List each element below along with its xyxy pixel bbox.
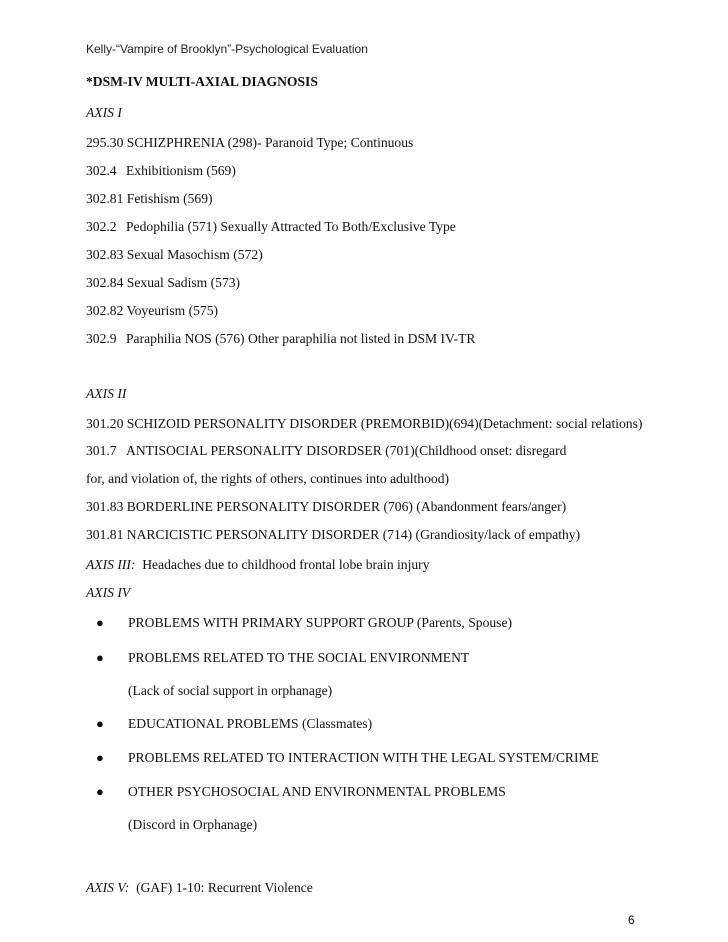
bullet-icon: ●	[96, 615, 104, 630]
bullet-subtext: (Lack of social support in orphanage)	[128, 683, 333, 698]
diagnosis-text: Sexual Sadism (573)	[126, 275, 241, 290]
axis-4-bullet	[96, 615, 512, 631]
running-header: Kelly-“Vampire of Brooklyn”-Psychological Evaluation	[86, 42, 368, 56]
axis-4-bullet	[96, 750, 599, 766]
bullet-text: EDUCATIONAL PROBLEMS (Classmates)	[128, 716, 373, 731]
diagnosis-text: Paraphilia NOS (576) Other paraphilia not listed in DSM IV-TR	[126, 331, 476, 346]
axis-2-item	[86, 499, 566, 515]
bullet-text: PROBLEMS WITH PRIMARY SUPPORT GROUP (Parents, Spouse)	[128, 615, 513, 630]
axis-1-item	[86, 191, 213, 207]
axis-1-item	[86, 163, 236, 179]
page-number: 6	[628, 913, 635, 927]
axis-4-bullet	[96, 650, 469, 666]
axis-2-item	[86, 527, 580, 543]
bullet-icon: ●	[96, 750, 104, 765]
diagnosis-code: 301.20	[86, 416, 124, 431]
axis-4-bullet	[96, 716, 372, 732]
diagnosis-heading: *DSM-IV MULTI-AXIAL DIAGNOSIS	[86, 74, 318, 89]
bullet-icon: ●	[96, 650, 104, 665]
diagnosis-text: SCHIZOID PERSONALITY DISORDER (PREMORBID)(694)(Detachment: social relations)	[126, 416, 643, 431]
diagnosis-code: 301.83	[86, 499, 124, 514]
axis-1-item	[86, 247, 263, 263]
diagnosis-text: BORDERLINE PERSONALITY DISORDER (706) (Abandonment fears/anger)	[126, 499, 567, 514]
diagnosis-text: Voyeurism (575)	[126, 303, 219, 318]
axis-3-line	[86, 557, 430, 573]
bullet-subtext: (Discord in Orphanage)	[128, 817, 258, 832]
axis-5-text: (GAF) 1-10: Recurrent Violence	[136, 880, 313, 895]
axis-3-text: Headaches due to childhood frontal lobe brain injury	[142, 557, 430, 572]
bullet-text: PROBLEMS RELATED TO THE SOCIAL ENVIRONMENT	[128, 650, 470, 665]
axis-1-item	[86, 219, 456, 235]
diagnosis-code: 302.2	[86, 219, 117, 234]
axis-5-line	[86, 880, 313, 896]
diagnosis-code: 295.30	[86, 135, 124, 150]
diagnosis-text: for, and violation of, the rights of others, continues into adulthood)	[86, 471, 450, 486]
diagnosis-code: 301.7	[86, 443, 117, 458]
axis-4-label: AXIS IV	[86, 585, 131, 600]
diagnosis-text: Sexual Masochism (572)	[126, 247, 263, 262]
bullet-text: OTHER PSYCHOSOCIAL AND ENVIRONMENTAL PROBLEMS	[128, 784, 506, 799]
axis-3-label: AXIS III:	[86, 557, 136, 572]
axis-1-item	[86, 331, 476, 347]
diagnosis-code: 302.83	[86, 247, 124, 262]
diagnosis-text: ANTISOCIAL PERSONALITY DISORDSER (701)(Childhood onset: disregard	[126, 443, 567, 458]
diagnosis-code: 302.4	[86, 163, 117, 178]
diagnosis-code: 301.81	[86, 527, 124, 542]
axis-4-bullet	[96, 784, 506, 800]
diagnosis-code: 302.84	[86, 275, 124, 290]
axis-2-item	[86, 443, 566, 459]
diagnosis-text: Fetishism (569)	[126, 191, 213, 206]
diagnosis-text: Pedophilia (571) Sexually Attracted To Both/Exclusive Type	[126, 219, 456, 234]
diagnosis-code: 302.82	[86, 303, 124, 318]
axis-5-label: AXIS V:	[86, 880, 130, 895]
bullet-icon: ●	[96, 716, 104, 731]
axis-1-label: AXIS I	[86, 105, 122, 120]
diagnosis-code: 302.9	[86, 331, 117, 346]
axis-1-item	[86, 303, 218, 319]
diagnosis-text: NARCICISTIC PERSONALITY DISORDER (714) (Grandiosity/lack of empathy)	[126, 527, 581, 542]
axis-1-item	[86, 135, 413, 151]
bullet-text: PROBLEMS RELATED TO INTERACTION WITH THE LEGAL SYSTEM/CRIME	[128, 750, 599, 765]
bullet-icon: ●	[96, 784, 104, 799]
axis-2-label: AXIS II	[86, 386, 127, 401]
axis-1-item	[86, 275, 240, 291]
axis-2-item	[86, 416, 642, 432]
axis-2-item-continuation	[86, 471, 449, 487]
diagnosis-text: SCHIZPHRENIA (298)- Paranoid Type; Continuous	[126, 135, 414, 150]
diagnosis-text: Exhibitionism (569)	[126, 163, 236, 178]
diagnosis-code: 302.81	[86, 191, 124, 206]
